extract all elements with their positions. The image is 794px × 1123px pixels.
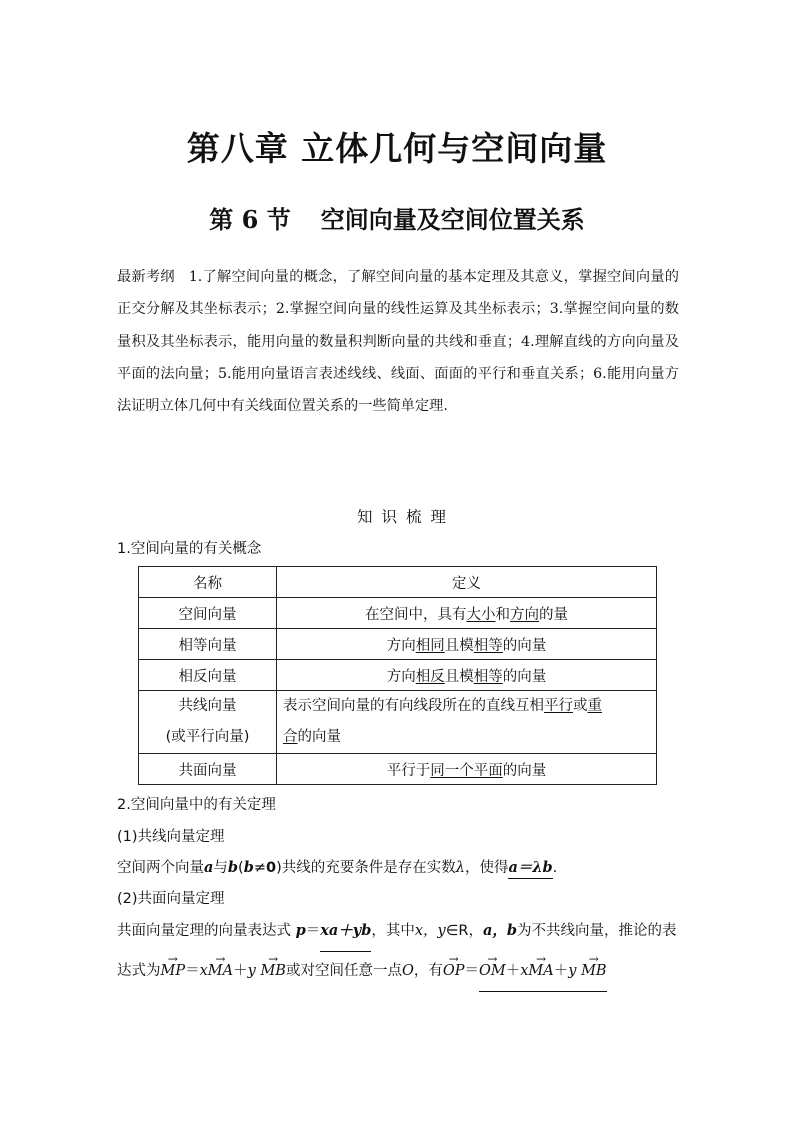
term-name: 相反向量 <box>139 660 277 691</box>
table-header-name: 名称 <box>139 567 277 598</box>
table-row <box>139 629 657 660</box>
section-number: 第 6 节 <box>209 205 291 234</box>
answer-blank: a＝λb <box>508 856 552 879</box>
answer-blank: → OM＋x→ MA＋y → MB <box>479 952 607 992</box>
table-row <box>139 598 657 629</box>
term-name: 相等向量 <box>139 629 277 660</box>
term-name: 空间向量 <box>139 598 277 629</box>
term-definition: 方向相反且模相等的向量 <box>277 660 657 691</box>
coplanar-theorem-heading: (2)共面向量定理 <box>117 891 225 907</box>
syllabus-outline <box>117 261 679 422</box>
table-row <box>139 754 657 785</box>
table-row <box>139 660 657 691</box>
syllabus-text: 1.了解空间向量的概念，了解空间向量的基本定理及其意义，掌握空间向量的正交分解及其坐标表示；2.掌握空间向量的线性运算及其坐标表示；3.掌握空间向量的数量积及其坐标表示，能用向量的数量积判断向量的共线和垂直；4.理解直线的方向向量及平面的法向量；5.能用向量语言表述线线、线面、面面的平行和垂直关系；6.能用向量方法证明立体几何中有关线面位置关系的一些简单定理. <box>117 269 679 415</box>
section-name: 空间向量及空间位置关系 <box>320 205 585 234</box>
table-header-row <box>139 567 657 598</box>
chapter-title: 第八章 立体几何与空间向量 <box>186 129 608 168</box>
collinear-theorem-text: 空间两个向量a与b(b≠0)共线的充要条件是存在实数λ，使得a＝λb. <box>117 856 557 879</box>
term-name: 共面向量 <box>139 754 277 785</box>
term-definition: 表示空间向量的有向线段所在的直线互相平行或重 合的向量 <box>277 691 657 754</box>
term-definition: 方向相同且模相等的向量 <box>277 629 657 660</box>
collinear-theorem-heading: (1)共线向量定理 <box>117 829 225 845</box>
coplanar-theorem-text: 共面向量定理的向量表达式 p＝xa＋yb，其中x，y∈R，a，b为不共线向量，推论的表达式为→ MP＝x→ MA＋y → MB或对空间任意一点O，有→ OP＝→ OM＋x→ MA＋y → MB <box>117 912 679 992</box>
part1-heading: 1.空间向量的有关概念 <box>117 541 262 557</box>
table-row <box>139 691 657 754</box>
concepts-table <box>138 566 657 785</box>
term-definition: 在空间中，具有大小和方向的量 <box>277 598 657 629</box>
term-definition: 平行于同一个平面的向量 <box>277 754 657 785</box>
knowledge-heading: 知识梳理 <box>356 508 455 526</box>
section-title <box>0 200 794 235</box>
table-header-definition: 定义 <box>277 567 657 598</box>
part2-heading: 2.空间向量中的有关定理 <box>117 797 276 813</box>
syllabus-label: 最新考纲 <box>117 269 175 285</box>
term-name: 共线向量 (或平行向量) <box>139 691 277 754</box>
answer-blank: xa＋yb <box>320 912 371 952</box>
